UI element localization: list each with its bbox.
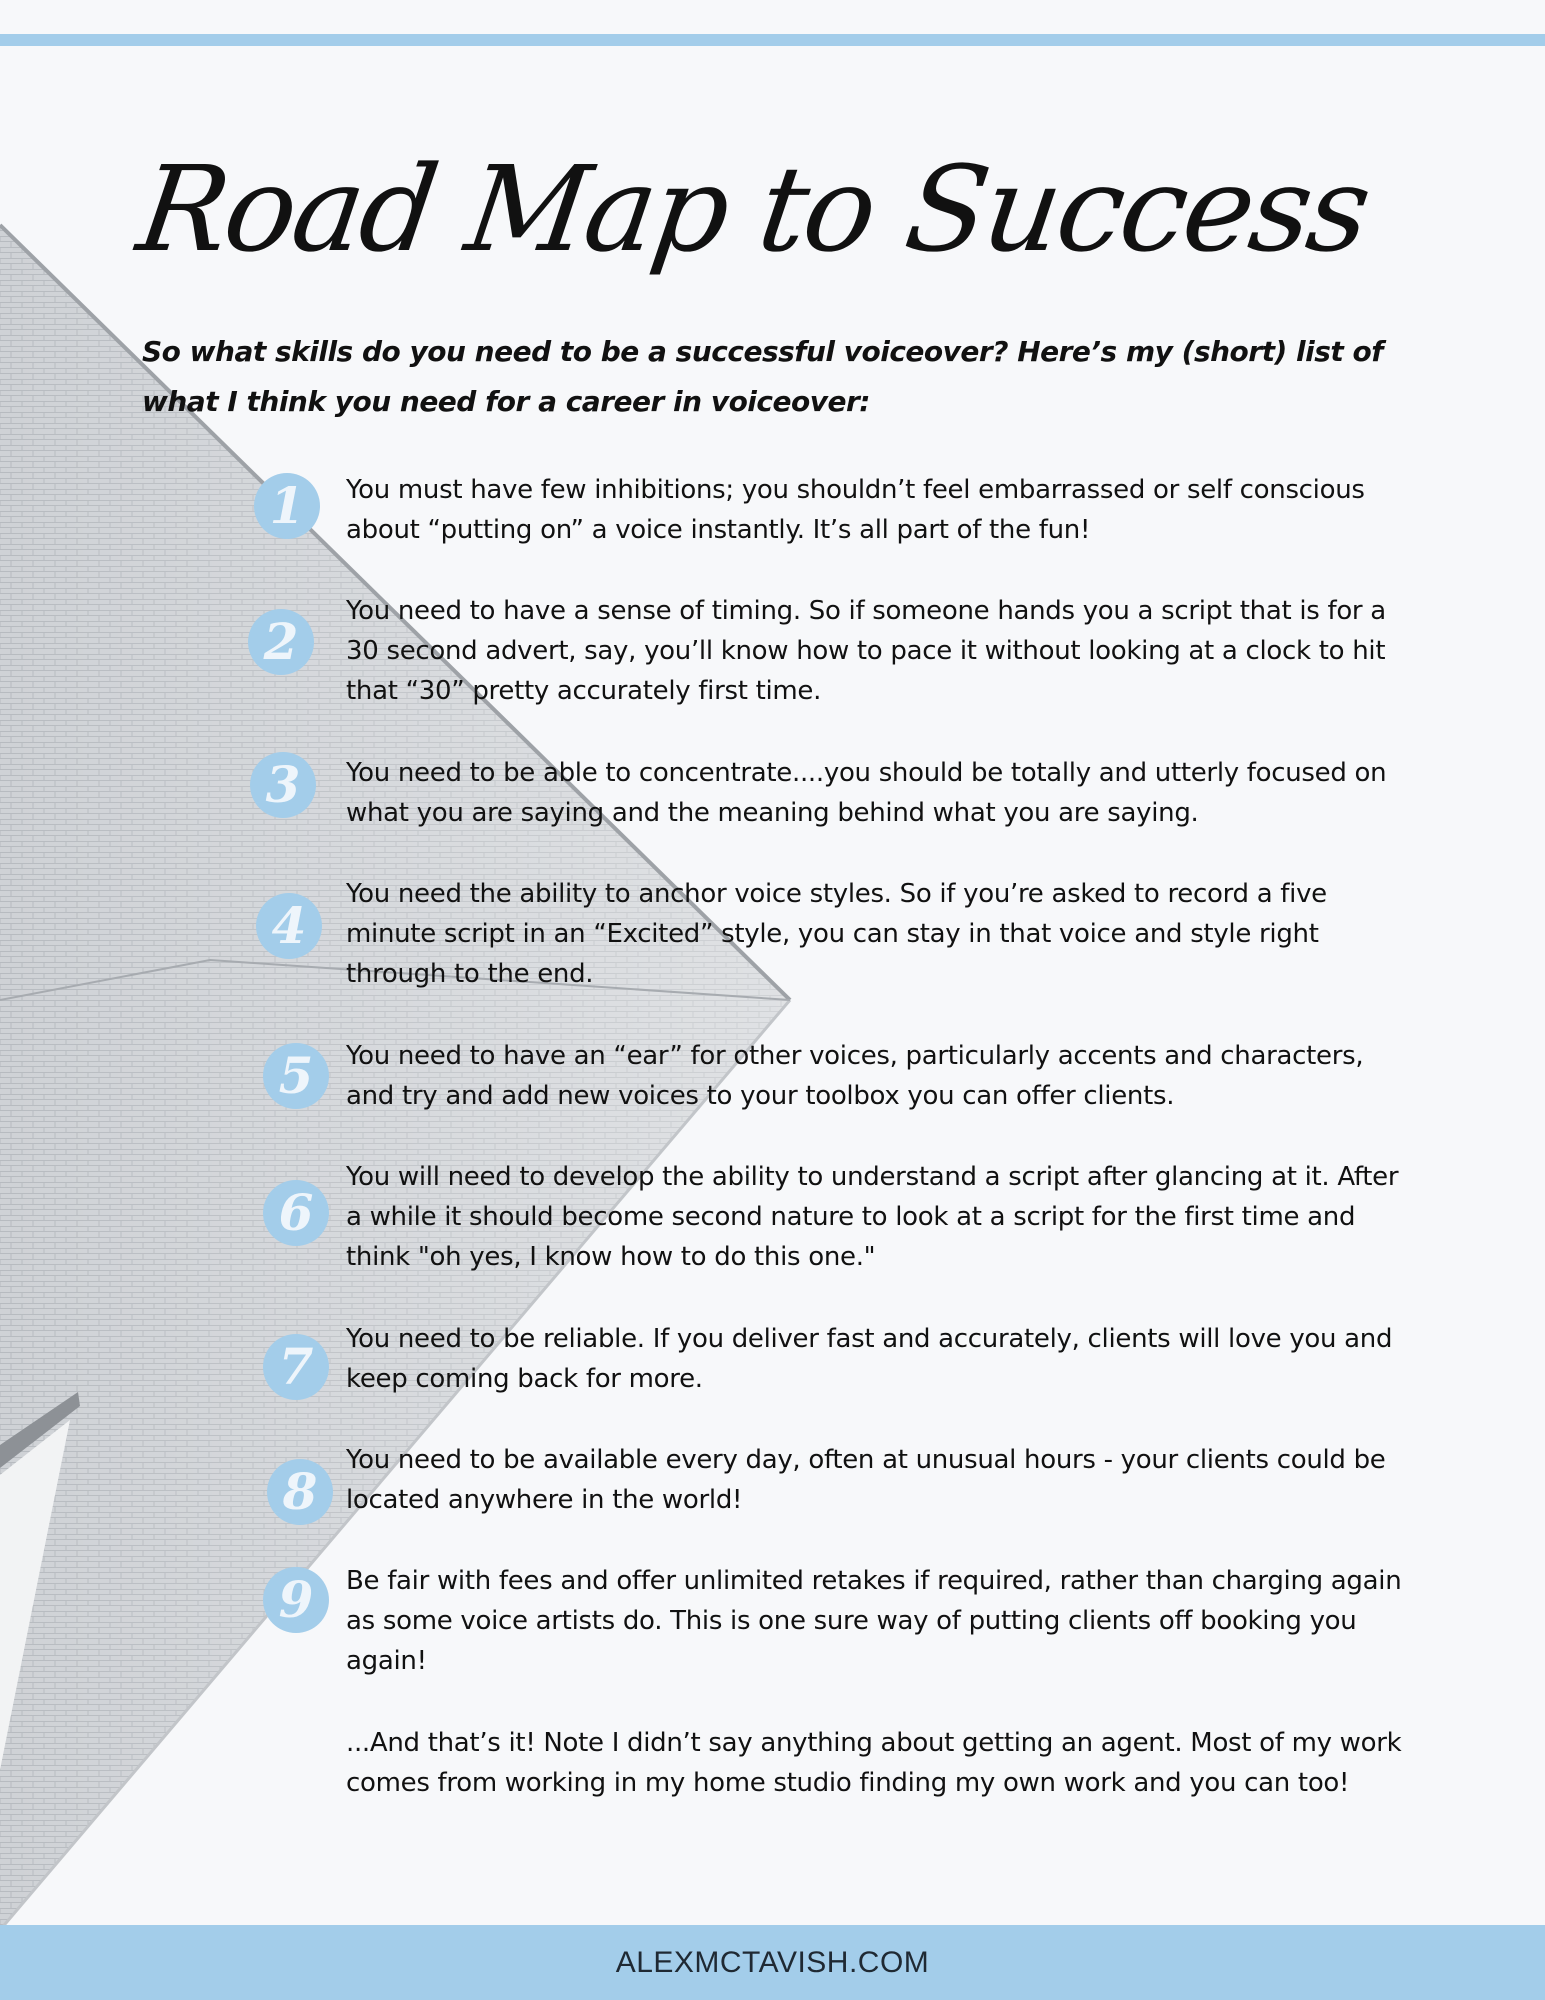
intro-paragraph: So what skills do you need to be a successful voiceover? Here’s my (short) list of what I think you need for a career in voiceover: [142,335,1383,418]
list-item-8: You need to be available every day, often at unusual hours - your clients could be located anywhere in the world! [346,1445,1386,1515]
number-badge-9: 9 [263,1567,329,1633]
page-title: Road Map to Success [130,140,1377,278]
list-item-1: You must have few inhibitions; you shouldn’t feel embarrassed or self conscious about “putting on” a voice instantly. It’s all part of the fun! [346,475,1365,545]
number-badge-2: 2 [248,609,314,675]
list-item-7: You need to be reliable. If you deliver fast and accurately, clients will love you and keep coming back for more. [346,1324,1393,1394]
list-item-6: You will need to develop the ability to understand a script after glancing at it. After a while it should become second nature to look at a script for the first time and think "oh yes, I know how to do this one." [346,1162,1399,1272]
list-item-9: Be fair with fees and offer unlimited retakes if required, rather than charging again as some voice artists do. This is one sure way of putting clients off booking you again! [346,1566,1402,1676]
footer-bar [0,1925,1545,2000]
list-item-2: You need to have a sense of timing. So if someone hands you a script that is for a 30 second advert, say, you’ll know how to pace it without looking at a clock to hit that “30” pretty accurately first time. [346,596,1386,706]
list-item-3: You need to be able to concentrate....you should be totally and utterly focused on what you are saying and the meaning behind what you are saying. [346,758,1387,828]
number-badge-3: 3 [250,752,316,818]
number-badge-6: 6 [263,1180,329,1246]
footer-website: ALEXMCTAVISH.COM [615,1945,930,1979]
number-badge-7: 7 [263,1334,329,1400]
number-badge-1: 1 [254,473,320,539]
list-item-5: You need to have an “ear” for other voices, particularly accents and characters, and try and add new voices to your toolbox you can offer clients. [346,1041,1364,1111]
list-item-4: You need the ability to anchor voice styles. So if you’re asked to record a five minute script in an “Excited” style, you can stay in that voice and style right through to the end. [346,879,1327,989]
number-badge-4: 4 [256,893,322,959]
number-badge-5: 5 [263,1043,329,1109]
number-badge-8: 8 [267,1459,333,1525]
closing-paragraph: ...And that’s it! Note I didn’t say anything about getting an agent. Most of my work comes from working in my home studio finding my own work and you can too! [346,1728,1402,1798]
